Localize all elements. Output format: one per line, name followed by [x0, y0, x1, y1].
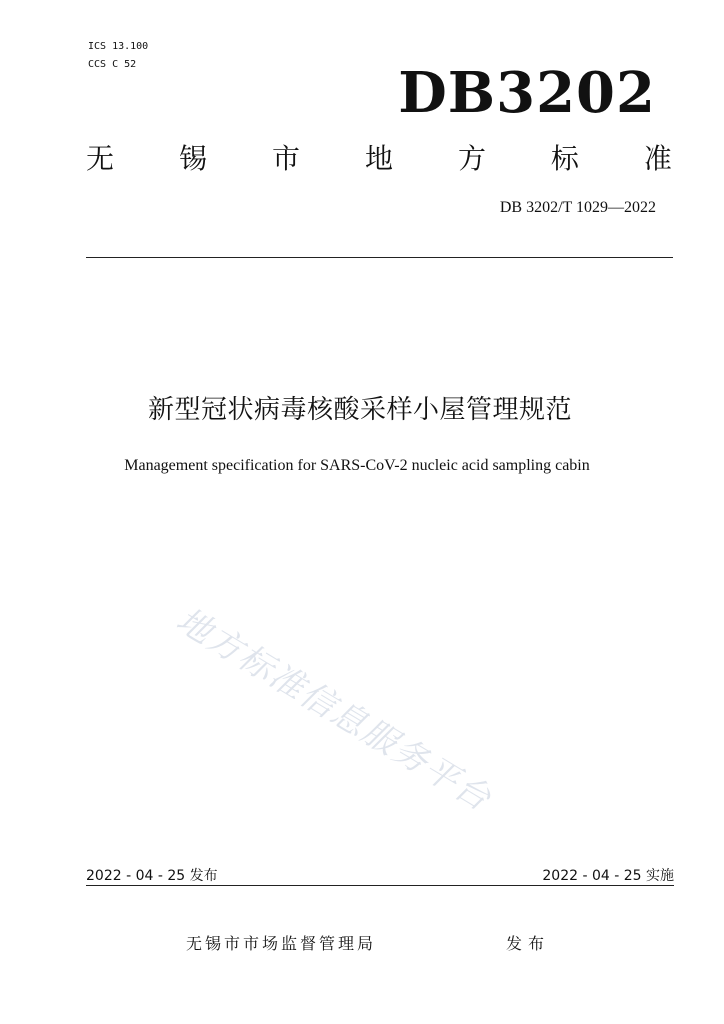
date-row [86, 866, 674, 886]
ics-code: ICS 13.100 [88, 41, 149, 52]
standard-type-char: 准 [643, 142, 672, 175]
footer-divider [86, 885, 674, 886]
standard-type-char: 市 [271, 142, 300, 175]
classification-codes [88, 38, 148, 74]
header-divider [86, 257, 673, 258]
issuing-authority: 无锡市市场监督管理局 [186, 934, 377, 953]
implementation-date: 2022 - 04 - 25 实施 [542, 868, 674, 884]
standard-type-char: 方 [457, 142, 486, 175]
document-title-english: Management specification for SARS-CoV-2 nucleic acid sampling cabin [124, 457, 590, 474]
document-title-chinese: 新型冠状病毒核酸采样小屋管理规范 [147, 395, 572, 425]
ccs-code: CCS C 52 [88, 59, 137, 70]
standard-logo: DB3202 [398, 60, 656, 126]
standard-type-heading [86, 139, 672, 179]
release-date: 2022 - 04 - 25 发布 [86, 868, 218, 884]
standard-type-char: 地 [364, 142, 393, 175]
standard-number: DB 3202/T 1029—2022 [499, 199, 656, 216]
issue-label: 发布 [506, 934, 551, 953]
standard-type-char: 锡 [178, 142, 207, 175]
standard-type-char: 标 [550, 142, 579, 175]
watermark-text: 地方标准信息服务平台 [169, 600, 499, 820]
standard-type-char: 无 [86, 142, 115, 175]
